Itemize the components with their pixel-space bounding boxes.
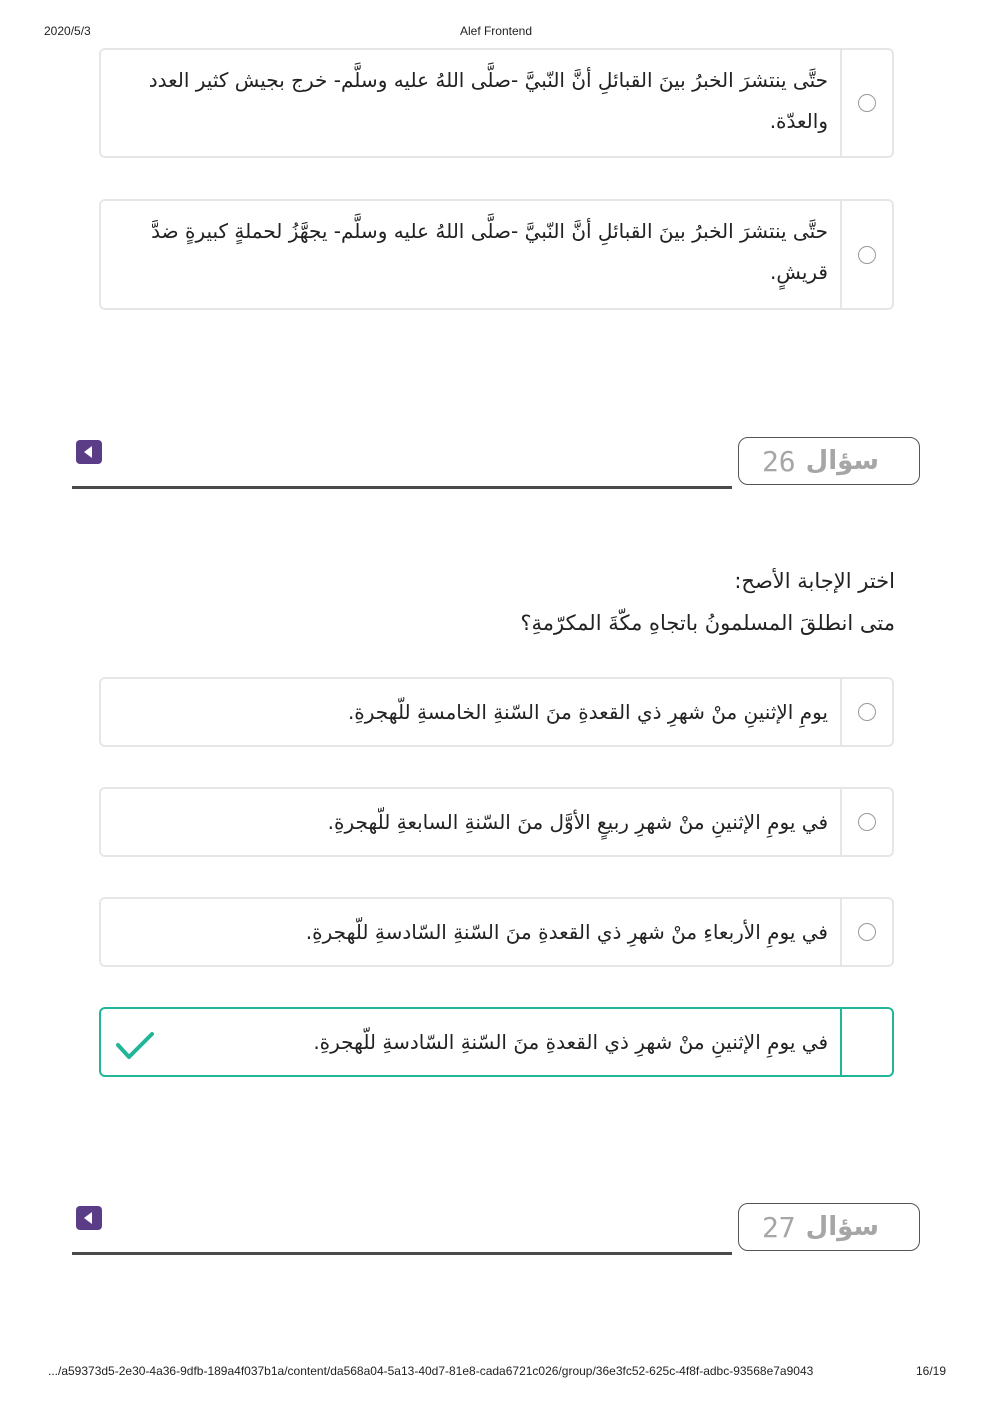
collapse-button[interactable] bbox=[76, 1206, 102, 1230]
question-label-tab bbox=[738, 437, 920, 485]
answer-option[interactable] bbox=[99, 897, 894, 967]
print-title: Alef Frontend bbox=[459, 24, 533, 38]
radio-button[interactable] bbox=[858, 923, 876, 941]
answer-option-text: يومِ الإثنينِ منْ شهرِ ذي القعدةِ منَ السّنةِ الخامسةِ للّهجرةِ. bbox=[347, 700, 828, 724]
answer-option-text: حتَّى ينتشرَ الخبرُ بينَ القبائلِ أنَّ النّبيَّ -صلَّى اللهُ عليه وسلَّم- خرج بجيش كثير العدد والعدّة. bbox=[148, 68, 828, 133]
radio-cell[interactable] bbox=[840, 50, 892, 156]
answer-option-correct[interactable] bbox=[99, 1007, 894, 1077]
question-divider bbox=[72, 1252, 732, 1255]
page-number: 16/19 bbox=[915, 1364, 946, 1378]
question-instruction: اختر الإجابة الأصح: bbox=[734, 569, 895, 593]
question-number: 27 bbox=[761, 1210, 796, 1244]
collapse-button[interactable] bbox=[76, 440, 102, 464]
question-prompt bbox=[195, 560, 895, 644]
answer-option[interactable] bbox=[99, 787, 894, 857]
question-divider bbox=[72, 486, 732, 489]
question-label-tab bbox=[738, 1203, 920, 1251]
radio-button[interactable] bbox=[858, 246, 876, 264]
question-label-word: سؤال bbox=[805, 446, 879, 476]
radio-button[interactable] bbox=[858, 813, 876, 831]
question-text: متى انطلقَ المسلمونُ باتجاهِ مكّةَ المكرّمةِ؟ bbox=[520, 611, 895, 635]
question-header bbox=[72, 437, 920, 489]
checkmark-icon bbox=[115, 1031, 155, 1061]
answer-option[interactable] bbox=[99, 677, 894, 747]
answer-option-text: حتَّى ينتشرَ الخبرُ بينَ القبائلِ أنَّ النّبيَّ -صلَّى اللهُ عليه وسلَّم- يجهَّزُ لحملةٍ كبيرةٍ ضدَّ قريشٍ. bbox=[151, 219, 828, 284]
question-header bbox=[72, 1203, 920, 1255]
answer-option-text: في يومِ الأربعاءِ منْ شهرِ ذي القعدةِ منَ السّنةِ السّادسةِ للّهجرةِ. bbox=[305, 920, 828, 944]
print-header bbox=[0, 24, 992, 40]
radio-cell[interactable] bbox=[840, 679, 892, 745]
question-label-word: سؤال bbox=[805, 1212, 879, 1242]
print-date: 2020/5/3 bbox=[44, 24, 91, 38]
radio-cell[interactable] bbox=[840, 789, 892, 855]
answer-option-text: في يومِ الإثنينِ منْ شهرِ ربيعٍ الأوَّل منَ السّنةِ السابعةِ للّهجرةِ. bbox=[327, 810, 828, 834]
radio-button[interactable] bbox=[858, 703, 876, 721]
answer-option[interactable] bbox=[99, 48, 894, 158]
radio-cell[interactable] bbox=[840, 1009, 892, 1075]
question-number: 26 bbox=[761, 444, 796, 478]
caret-left-icon bbox=[76, 440, 102, 464]
radio-cell[interactable] bbox=[840, 201, 892, 308]
radio-button[interactable] bbox=[858, 94, 876, 112]
answer-option[interactable] bbox=[99, 199, 894, 310]
caret-left-icon bbox=[76, 1206, 102, 1230]
print-footer bbox=[0, 1364, 992, 1380]
radio-cell[interactable] bbox=[840, 899, 892, 965]
answer-option-text: في يومِ الإثنينِ منْ شهرِ ذي القعدةِ منَ السّنةِ السّادسةِ للّهجرةِ. bbox=[313, 1030, 828, 1054]
print-url: .../a59373d5-2e30-4a36-9dfb-189a4f037b1a/content/da568a04-5a13-40d7-81e8-cada6721c026/group/36e3fc52-625c-4f8f-adbc-93568e7a9043 bbox=[48, 1364, 814, 1378]
